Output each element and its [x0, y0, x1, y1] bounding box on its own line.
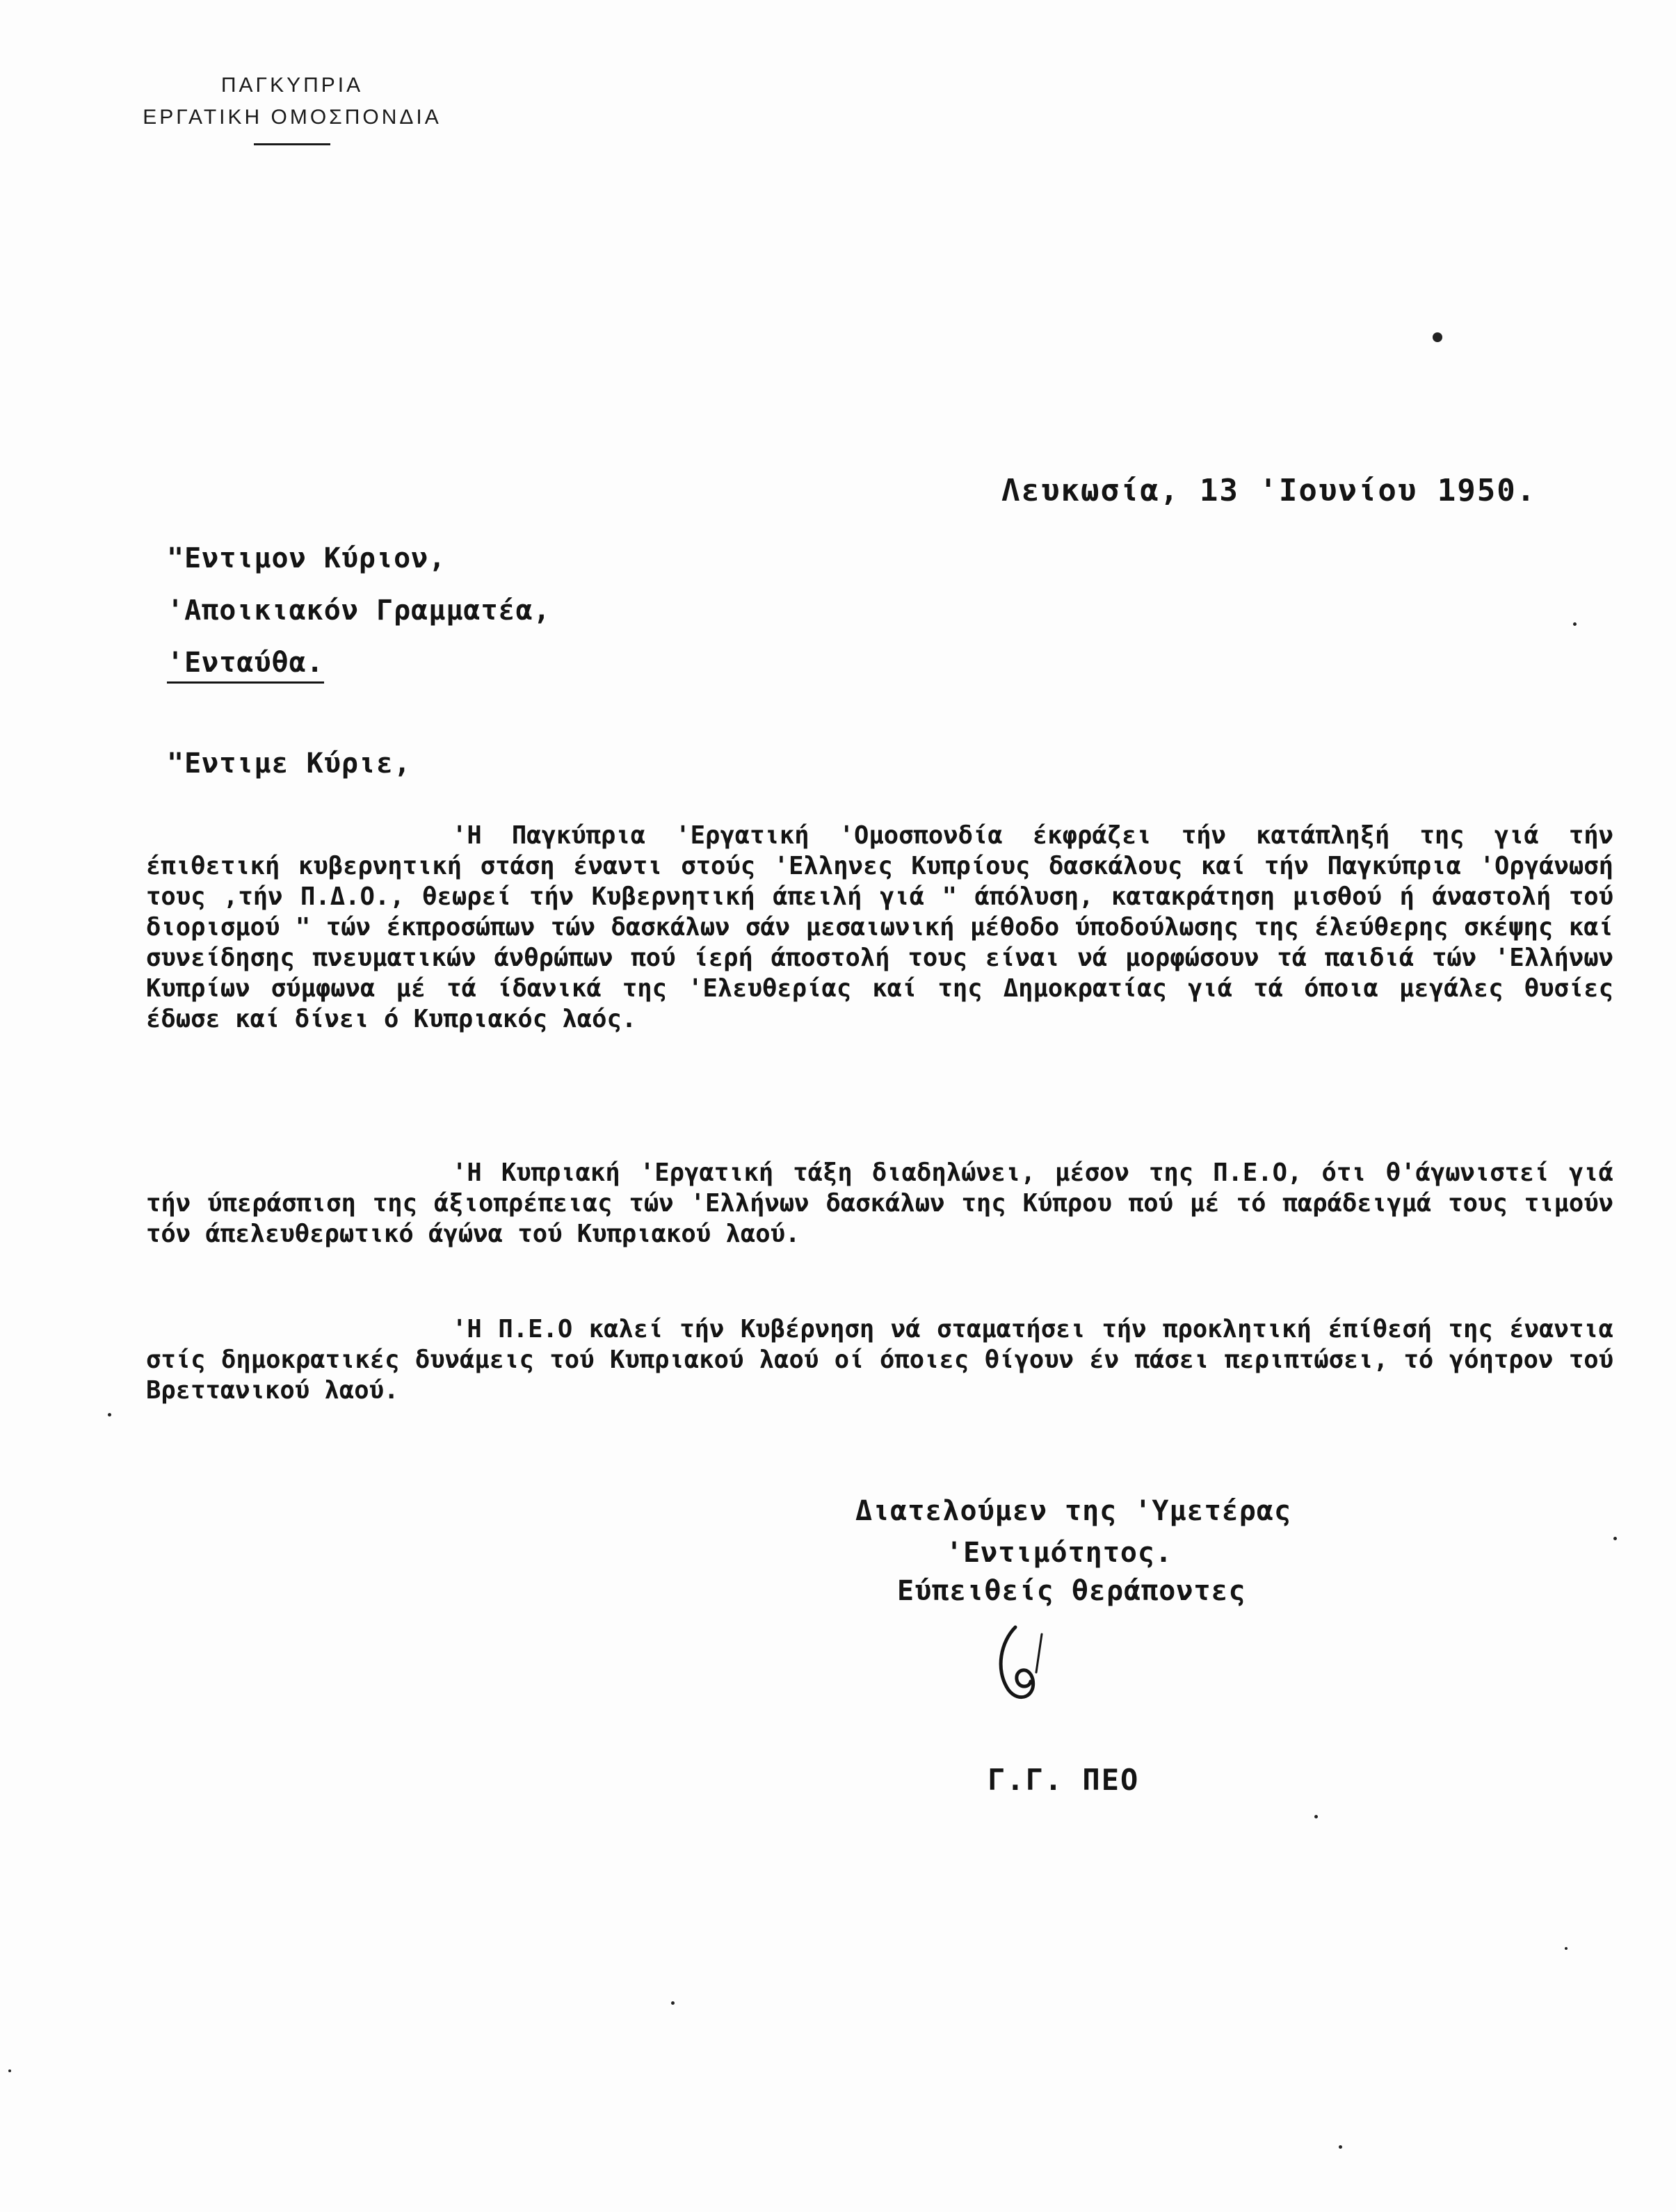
paper-speck	[1573, 622, 1577, 626]
closing-line-2: 'Εντιμότητος.	[946, 1537, 1173, 1569]
paragraph-3	[146, 1314, 1613, 1406]
letterhead-line-2: ΕΡΓΑΤΙΚΗ ΟΜΟΣΠΟΝΔΙΑ	[143, 106, 442, 129]
paragraph-2	[146, 1158, 1613, 1250]
paper-speck	[108, 1413, 111, 1416]
paper-speck	[1565, 1947, 1568, 1950]
recipient-line-3-text: 'Ενταύθα.	[167, 647, 324, 684]
closing-line-3: Εύπειθείς θεράποντες	[897, 1575, 1246, 1607]
paper-speck	[1339, 2145, 1342, 2149]
closing-line-1: Διατελούμεν της 'Υμετέρας	[855, 1495, 1292, 1527]
paper-speck	[1433, 332, 1442, 342]
letterhead	[104, 70, 480, 145]
handwritten-signature	[988, 1613, 1071, 1711]
letterhead-rule	[254, 143, 330, 145]
paper-speck	[671, 2001, 675, 2005]
letterhead-line-1: ΠΑΓΚΥΠΡΙΑ	[220, 74, 364, 97]
paper-speck	[8, 2069, 11, 2072]
recipient-line-2: 'Αποικιακόν Γραμματέα,	[167, 595, 551, 627]
salutation: "Εντιμε Κύριε,	[167, 748, 412, 780]
signatory: Γ.Γ. ΠΕΟ	[988, 1763, 1140, 1797]
paper-speck	[1613, 1537, 1617, 1540]
paragraph-1	[146, 821, 1613, 1035]
recipient-line-1: "Εντιμον Κύριον,	[167, 542, 446, 574]
paper-speck	[1314, 1815, 1318, 1818]
recipient-line-3	[167, 647, 324, 679]
letter-date: Λευκωσία, 13 'Ιουνίου 1950.	[1001, 473, 1537, 508]
paragraph-1-text: 'Η Παγκύπρια 'Εργατική 'Ομοσπονδία έκφράζει τήν κατάπληξή της γιά τήν έπιθετική κυβερνητική στάση έναντι στούς 'Ελληνες Κυπρίους δασκάλους καί τήν Παγκύπρια 'Οργάνωσή τους ,τήν Π.Δ.Ο., θεωρεί τήν Κυβερνητική άπειλή γιά " άπόλυση, κατακράτηση μισθού ή άναστολή τού διορισμού " τών έκπροσώπων τών δασκάλων σάν μεσαιωνική μέθοδο ύποδούλωσης της έλεύθερης σκέψης καί συνείδησης πνευματικών άνθρώπων πού ίερή άποστολή τους είναι νά μορφώσουν τά παιδιά τών 'Ελλήνων Κυπρίων σύμφωνα μέ τά ίδανικά της 'Ελευθερίας καί της Δημοκρατίας γιά τά όποια μεγάλες θυσίες έδωσε καί δίνει ό Κυπριακός λαός.	[146, 821, 1613, 1033]
paragraph-3-text: 'Η Π.Ε.Ο καλεί τήν Κυβέρνηση νά σταματήσει τήν προκλητική έπίθεσή της έναντια στίς δημοκρατικές δυνάμεις τού Κυπριακού λαού οί όποιες θίγουν έν πάσει περιπτώσει, τό γόητρον τού Βρεττανικού λαού.	[146, 1315, 1613, 1405]
paragraph-2-text: 'Η Κυπριακή 'Εργατική τάξη διαδηλώνει, μέσον της Π.Ε.Ο, ότι θ'άγωνιστεί γιά τήν ύπεράσπιση της άξιοπρέπειας τών 'Ελλήνων δασκάλων της Κύπρου πού μέ τό παράδειγμά τους τιμούν τόν άπελευθερωτικό άγώνα τού Κυπριακού λαού.	[146, 1159, 1613, 1248]
